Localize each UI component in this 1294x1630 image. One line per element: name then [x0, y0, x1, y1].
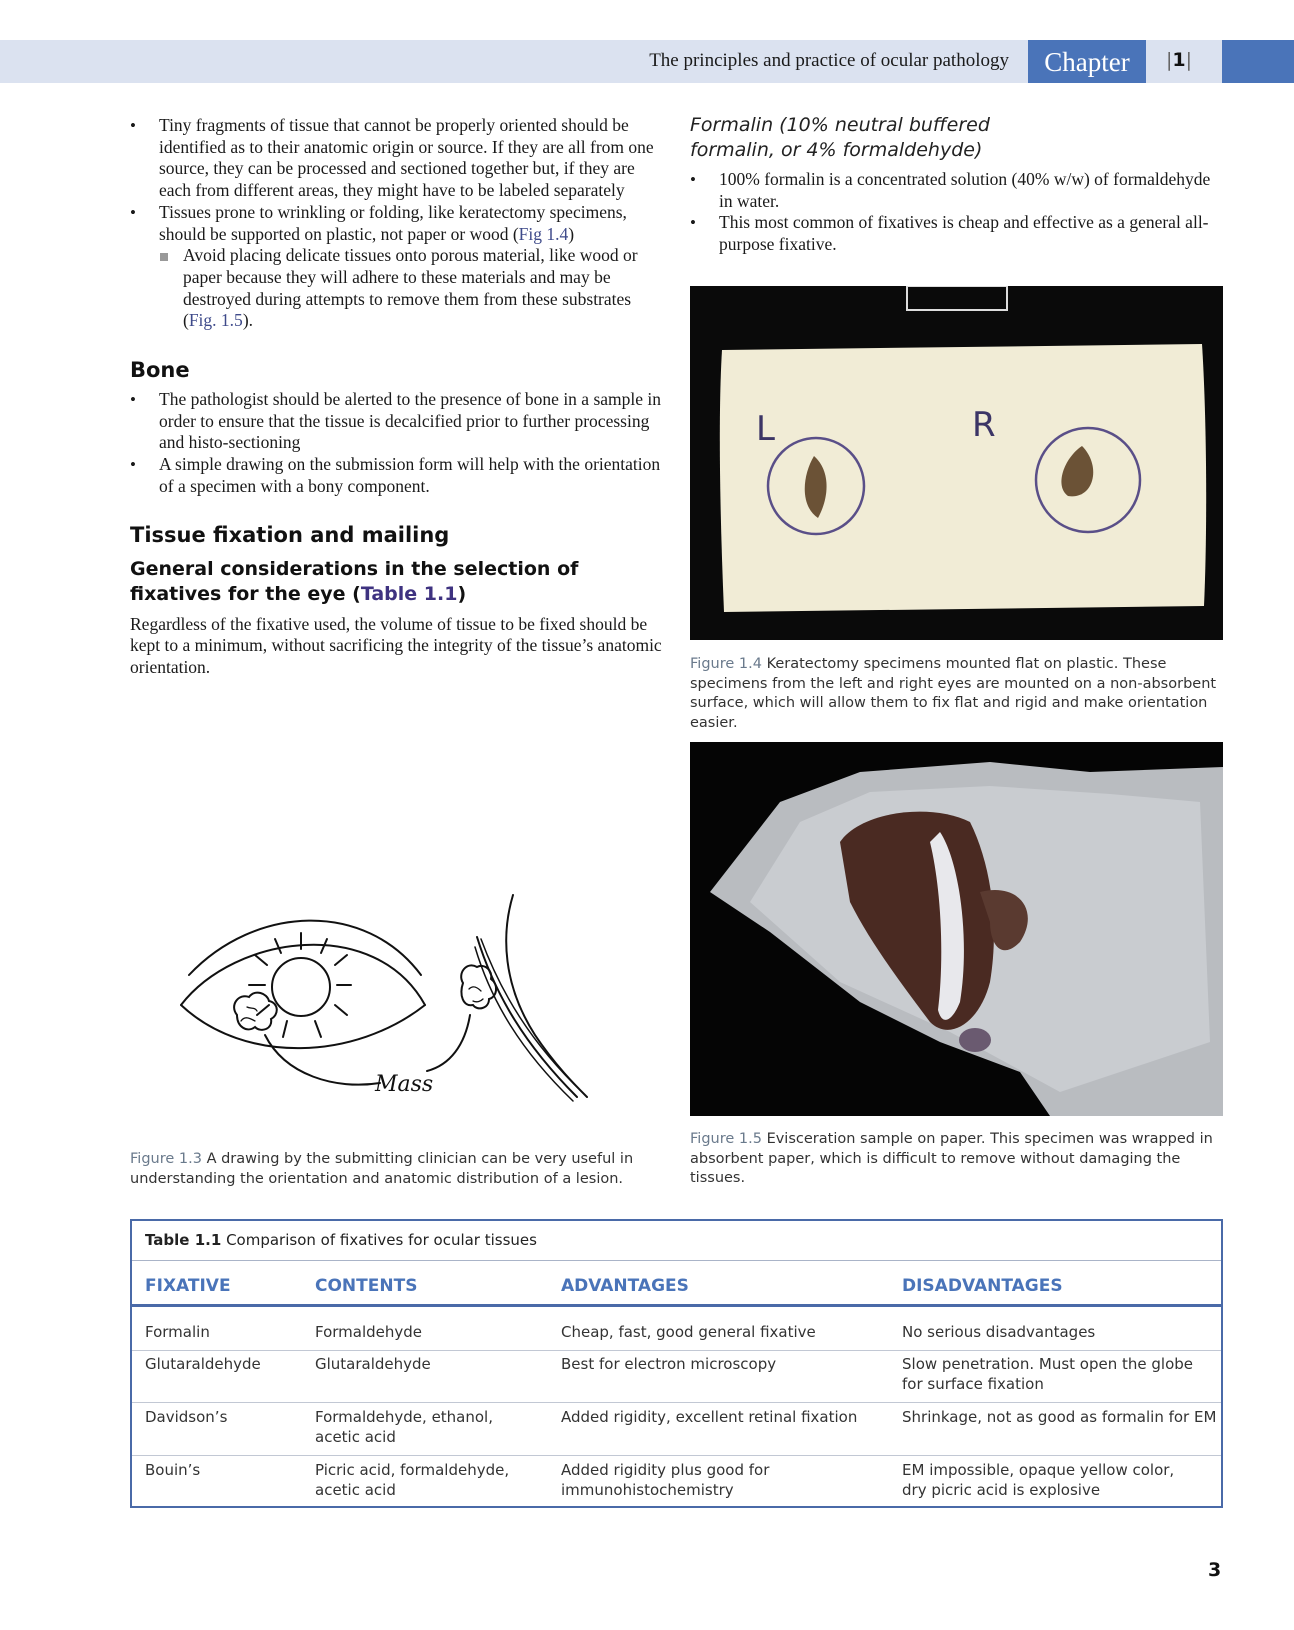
table-1-1-link[interactable]: Table 1.1 — [360, 582, 458, 605]
row-rule — [132, 1402, 1221, 1403]
leader-line-right — [427, 1015, 470, 1071]
evisceration-paper-illustration — [690, 742, 1223, 1116]
sub-bullet-text: Avoid placing delicate tissues onto porous material, like wood or paper because they will adhere to these materials and may be destroyed during attempts to remove them from these substrates ( — [183, 245, 638, 331]
figure-1-3-drawing — [175, 875, 615, 1135]
header-tab — [1222, 40, 1294, 83]
eye-upper-lid — [181, 945, 425, 1005]
chapter-label: Chapter — [1028, 40, 1146, 83]
cell-disadvantages: No serious disadvantages — [902, 1323, 1096, 1341]
header-advantages: ADVANTAGES — [561, 1276, 689, 1296]
row-rule — [132, 1350, 1221, 1351]
cell-advantages: Cheap, fast, good general fixative — [561, 1323, 816, 1341]
table-caption — [145, 1231, 537, 1249]
cell-fixative: Bouin’s — [145, 1461, 201, 1479]
eye-brow — [189, 921, 421, 975]
figure-1-4-caption-text: Keratectomy specimens mounted flat on plastic. These specimens from the left and right eyes are mounted on a non-absorbent surface, which will allow them to fix flat and rigid and make orientation easier. — [690, 656, 1217, 731]
figure-1-4-caption — [690, 655, 1225, 733]
figure-1-5-caption-text: Evisceration sample on paper. This specimen was wrapped in absorbent paper, which is difficult to remove without damaging the tissues. — [690, 1131, 1213, 1186]
figure-1-3-label: Figure 1.3 — [130, 1151, 202, 1167]
keratectomy-plastic-illustration — [690, 286, 1223, 640]
figure-1-5-label: Figure 1.5 — [690, 1131, 762, 1147]
general-heading-end: ) — [457, 582, 467, 605]
cell-disadvantages: Shrinkage, not as good as formalin for EM — [902, 1408, 1217, 1426]
header-disadvantages: DISADVANTAGES — [902, 1276, 1063, 1296]
row-rule — [132, 1455, 1221, 1456]
sub-bullet-avoid-porous — [130, 245, 665, 332]
leader-line-left — [265, 1035, 380, 1085]
table-label: Table 1.1 — [145, 1231, 222, 1249]
general-heading-text: General considerations in the selection of fixatives for the eye ( — [130, 557, 579, 605]
cell-advantages: Added rigidity plus good for immunohistochemistry — [561, 1461, 770, 1499]
header-contents: CONTENTS — [315, 1276, 418, 1296]
bullet-tiny-fragments — [130, 115, 665, 202]
globe-side-outer — [506, 895, 587, 1097]
general-heading — [130, 557, 665, 607]
mass-label: Mass — [375, 1072, 434, 1097]
cell-fixative: Glutaraldehyde — [145, 1355, 261, 1373]
right-column — [690, 113, 1225, 256]
bullet-formalin-concentrated: • 100% formalin is a concentrated solution (40% w/w) of formaldehyde in water. — [690, 169, 1225, 212]
cell-advantages: Added rigidity, excellent retinal fixation — [561, 1408, 858, 1426]
cell-disadvantages: EM impossible, opaque yellow color, dry picric acid is explosive — [902, 1461, 1175, 1499]
formalin-bullet-list — [690, 169, 1225, 256]
cell-contents: Picric acid, formaldehyde, acetic acid — [315, 1461, 510, 1499]
top-bullet-list — [130, 115, 665, 332]
bullet-text: Tiny fragments of tissue that cannot be properly oriented should be identified as to their anatomic origin or source. If they are all from one source, they can be processed and sectioned together but, if they are each from different areas, they might have to be labeled separately — [159, 115, 654, 201]
left-eye-mark: L — [756, 409, 775, 449]
cell-disadvantages: Slow penetration. Must open the globe for surface fixation — [902, 1355, 1194, 1393]
cornea-side — [477, 937, 577, 1097]
fig-1-4-link[interactable]: Fig 1.4 — [518, 223, 569, 244]
chapter-number: |1| — [1166, 49, 1193, 71]
header-fixative: FIXATIVE — [145, 1276, 231, 1296]
bullet-tissues-prone — [130, 202, 665, 332]
bone-heading: Bone — [130, 358, 190, 383]
bone-bullet-list — [130, 389, 665, 498]
bullet-formalin-common: • This most common of fixatives is cheap and effective as a general all-purpose fixative. — [690, 212, 1225, 255]
fixation-heading: Tissue fixation and mailing — [130, 522, 450, 547]
sub-bullet-text-end: ). — [242, 310, 254, 331]
figure-1-4-label: Figure 1.4 — [690, 656, 762, 672]
sub-bullet-list — [130, 245, 665, 332]
eye-lower-lid — [181, 1005, 425, 1048]
page-number: 3 — [1208, 1559, 1222, 1581]
right-eye-mark: R — [972, 405, 996, 445]
figure-1-3-caption-text: A drawing by the submitting clinician can be very useful in understanding the orientation and anatomic distribution of a lesion. — [130, 1151, 634, 1187]
bullet-bone-drawing: • A simple drawing on the submission form will help with the orientation of a specimen with a bony component. — [130, 454, 665, 497]
table-header-rule — [132, 1304, 1221, 1307]
figure-1-5-caption — [690, 1130, 1225, 1189]
bullet-text: Tissues prone to wrinkling or folding, like keratectomy specimens, should be supported on plastic, not paper or wood ( — [159, 201, 627, 244]
pupil-circle — [272, 958, 330, 1016]
chapter-number-value: 1 — [1172, 49, 1186, 71]
mass-on-eye — [234, 993, 277, 1030]
table-header-row — [132, 1276, 1221, 1306]
left-column — [130, 115, 665, 679]
fixatives-table — [130, 1219, 1223, 1508]
cell-contents: Formaldehyde — [315, 1323, 423, 1341]
cell-advantages: Best for electron microscopy — [561, 1355, 777, 1373]
iris-rays — [249, 933, 351, 1037]
table-title: Comparison of fixatives for ocular tissues — [226, 1231, 537, 1249]
figure-1-3-caption — [130, 1150, 650, 1189]
cell-contents: Formaldehyde, ethanol, acetic acid — [315, 1408, 493, 1446]
cell-fixative: Formalin — [145, 1323, 210, 1341]
cell-fixative: Davidson’s — [145, 1408, 228, 1426]
general-paragraph: Regardless of the fixative used, the volume of tissue to be fixed should be kept to a minimum, without sacrificing the integrity of the tissue’s anatomic orientation. — [130, 613, 662, 677]
bullet-bone-alert: • The pathologist should be alerted to the presence of bone in a sample in order to ensure that the tissue is decalcified prior to further processing and histo-sectioning — [130, 389, 665, 454]
bullet-text-end: ) — [568, 223, 575, 244]
formalin-heading: Formalin (10% neutral buffered formalin, or 4% formaldehyde) — [690, 114, 990, 161]
figure-1-5-photo — [690, 742, 1223, 1116]
figure-1-4-photo — [690, 286, 1223, 640]
running-title: The principles and practice of ocular pathology — [649, 50, 1009, 71]
fig-1-5-link[interactable]: Fig. 1.5 — [188, 310, 243, 331]
table-top-rule — [132, 1260, 1221, 1261]
cell-contents: Glutaraldehyde — [315, 1355, 431, 1373]
